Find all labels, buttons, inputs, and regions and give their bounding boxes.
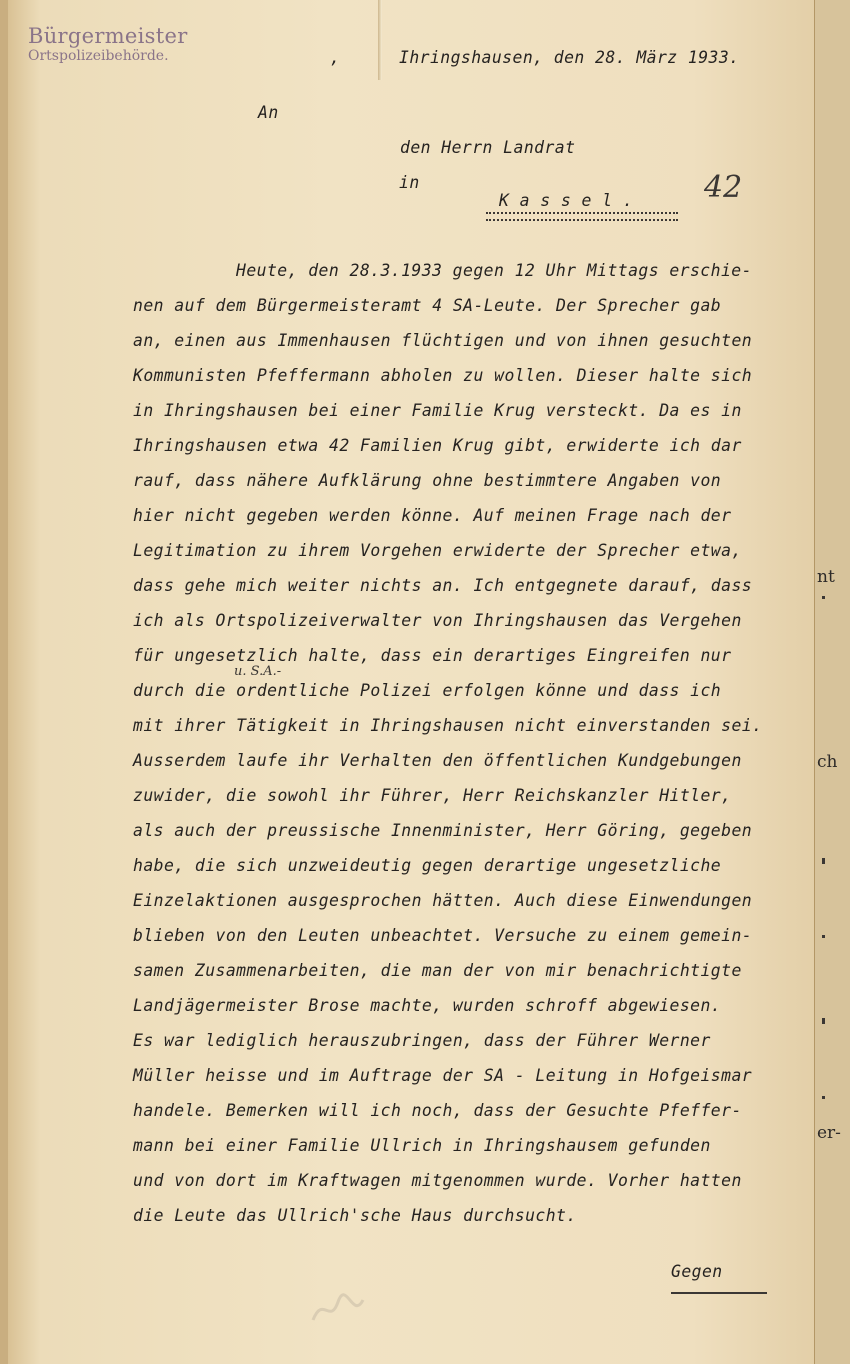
body-line: hier nicht gegeben werden könne. Auf meinen Frage nach der <box>133 506 732 525</box>
right-edge-fragment: nt <box>817 567 835 587</box>
document-page <box>8 0 815 1364</box>
body-line: Kommunisten Pfeffermann abholen zu wollen. Dieser halte sich <box>133 366 753 385</box>
body-line: nen auf dem Bürgermeisteramt 4 SA-Leute. Der Sprecher gab <box>133 296 722 315</box>
body-line: Müller heisse und im Auftrage der SA - Leitung in Hofgeismar <box>133 1066 753 1085</box>
body-line: Einzelaktionen ausgesprochen hätten. Auch diese Einwendungen <box>133 891 753 910</box>
body-line: Landjägermeister Brose machte, wurden schroff abgewiesen. <box>133 996 722 1015</box>
city-double-underline <box>486 212 678 221</box>
body-line: Ihringshausen etwa 42 Familien Krug gibt, erwiderte ich dar <box>133 436 742 455</box>
body-line: rauf, dass nähere Aufklärung ohne bestimmtere Angaben von <box>133 471 722 490</box>
stamp-line-office: Ortspolizeibehörde. <box>28 48 169 65</box>
body-line: Es war lediglich herauszubringen, dass der Führer Werner <box>133 1031 711 1050</box>
body-line: dass gehe mich weiter nichts an. Ich entgegnete darauf, dass <box>133 576 753 595</box>
right-edge-fragment: ch <box>817 752 838 772</box>
folio-number: 42 <box>704 170 743 205</box>
faint-signature-mark <box>308 1290 378 1330</box>
catchword-underline <box>671 1292 767 1294</box>
edge-mark <box>822 935 825 938</box>
body-line: mit ihrer Tätigkeit in Ihringshausen nicht einverstanden sei. <box>133 716 763 735</box>
adjacent-page-strip <box>812 0 850 1364</box>
body-line: Legitimation zu ihrem Vorgehen erwiderte der Sprecher etwa, <box>133 541 742 560</box>
edge-mark <box>822 1096 825 1099</box>
header-separator: , <box>330 48 341 67</box>
body-line: in Ihringshausen bei einer Familie Krug versteckt. Da es in <box>133 401 742 420</box>
catchword: Gegen <box>671 1262 723 1281</box>
body-line: handele. Bemerken will ich noch, dass der Gesuchte Pfeffer- <box>133 1101 742 1120</box>
handwritten-insertion: u. S.A.- <box>234 664 282 679</box>
body-line: an, einen aus Immenhausen flüchtigen und von ihnen gesuchten <box>133 331 753 350</box>
paper-fold <box>378 0 382 80</box>
body-line: ich als Ortspolizeiverwalter von Ihringshausen das Vergehen <box>133 611 742 630</box>
edge-mark <box>822 596 825 599</box>
body-line: habe, die sich unzweideutig gegen derartige ungesetzliche <box>133 856 722 875</box>
body-line: zuwider, die sowohl ihr Führer, Herr Reichskanzler Hitler, <box>133 786 732 805</box>
body-line: blieben von den Leuten unbeachtet. Versuche zu einem gemein- <box>133 926 753 945</box>
address-to: An <box>258 103 279 122</box>
body-line: Ausserdem laufe ihr Verhalten den öffentlichen Kundgebungen <box>133 751 742 770</box>
body-line: die Leute das Ullrich'sche Haus durchsucht. <box>133 1206 577 1225</box>
address-city: K a s s e l . <box>499 191 634 210</box>
edge-mark <box>822 1018 825 1024</box>
edge-mark <box>822 858 825 864</box>
body-line: samen Zusammenarbeiten, die man der von mir benachrichtigte <box>133 961 742 980</box>
address-recipient: den Herrn Landrat <box>400 138 576 157</box>
right-edge-fragment: er- <box>817 1123 841 1143</box>
place-date: Ihringshausen, den 28. März 1933. <box>399 48 740 67</box>
body-line: Heute, den 28.3.1933 gegen 12 Uhr Mittags erschie- <box>236 261 752 280</box>
address-in: in <box>399 173 420 192</box>
body-line: durch die ordentliche Polizei erfolgen könne und dass ich <box>133 681 722 700</box>
body-line: für ungesetzlich halte, dass ein derartiges Eingreifen nur <box>133 646 732 665</box>
body-line: und von dort im Kraftwagen mitgenommen wurde. Vorher hatten <box>133 1171 742 1190</box>
body-line: mann bei einer Familie Ullrich in Ihringshausem gefunden <box>133 1136 711 1155</box>
body-line: als auch der preussische Innenminister, Herr Göring, gegeben <box>133 821 753 840</box>
stamp-line-authority: Bürgermeister <box>28 24 188 48</box>
authority-stamp <box>28 24 188 64</box>
